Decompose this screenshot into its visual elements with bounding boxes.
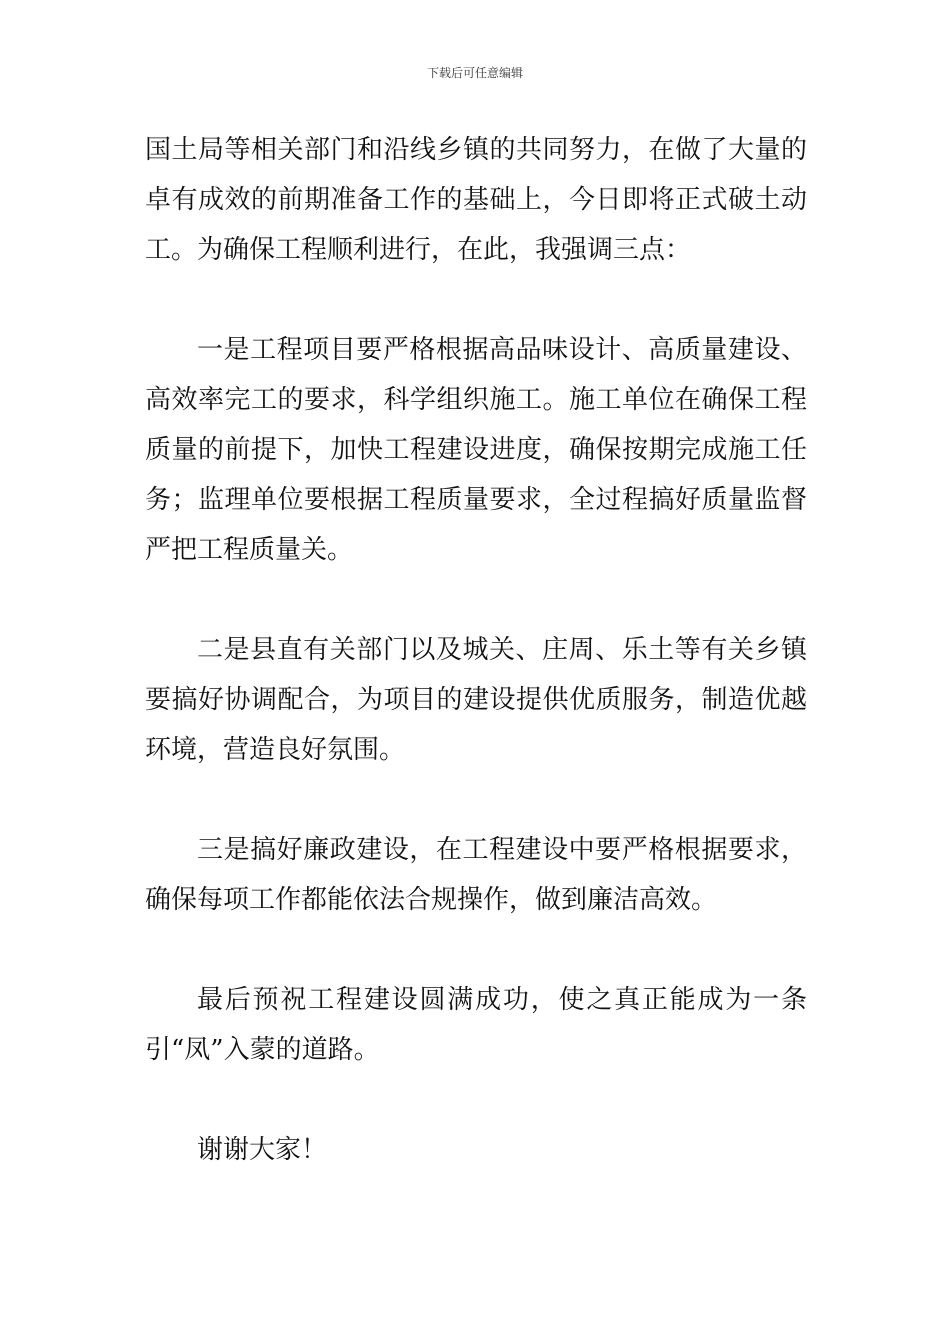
paragraph-closing-wish: 最后预祝工程建设圆满成功，使之真正能成为一条引“凤”入蒙的道路。 xyxy=(145,985,807,1065)
paragraph-point-two: 二是县直有关部门以及城关、庄周、乐土等有关乡镇要搞好协调配合，为项目的建设提供优质服务，制造优越环境，营造良好氛围。 xyxy=(145,635,807,765)
paragraph-point-three: 三是搞好廉政建设，在工程建设中要严格根据要求，确保每项工作都能依法合规操作，做到廉洁高效。 xyxy=(145,835,807,915)
paragraph-point-one: 一是工程项目要严格根据高品味设计、高质量建设、高效率完工的要求，科学组织施工。施工单位在确保工程质量的前提下，加快工程建设进度，确保按期完成施工任务；监理单位要根据工程质量要求，全过程搞好质量监督严把工程质量关。 xyxy=(145,335,807,565)
document-body xyxy=(145,125,807,1175)
page-header: 下载后可任意编辑 xyxy=(426,66,523,80)
paragraph-spacer xyxy=(145,1075,807,1125)
paragraph-thanks: 谢谢大家！ xyxy=(197,1135,328,1165)
paragraph-spacer xyxy=(145,575,807,625)
paragraph-spacer xyxy=(145,925,807,975)
paragraph-spacer xyxy=(145,775,807,825)
paragraph-intro: 国土局等相关部门和沿线乡镇的共同努力，在做了大量的卓有成效的前期准备工作的基础上，今日即将正式破土动工。为确保工程顺利进行，在此，我强调三点： xyxy=(145,135,807,265)
paragraph-spacer xyxy=(145,275,807,325)
